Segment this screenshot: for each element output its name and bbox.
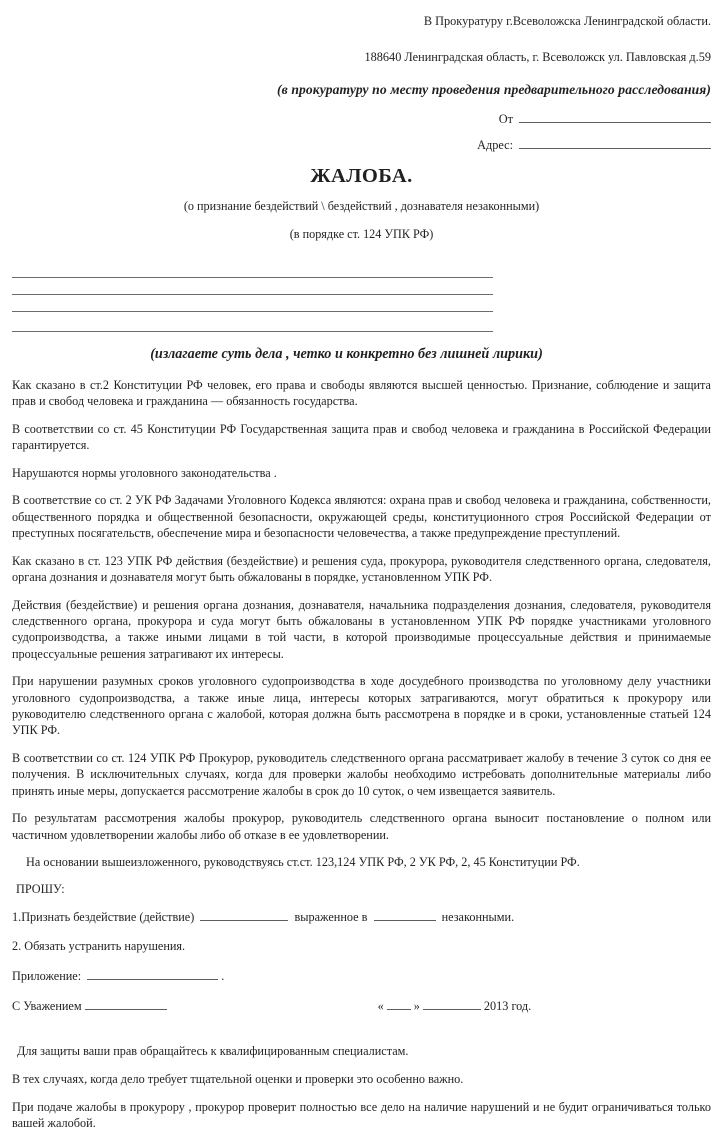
free-text-blanks (12, 262, 711, 332)
body-paragraph: При нарушении разумных сроков уголовного судопроизводства в ходе досудебного производства по уголовному делу участники уголовного судопроизводства, а также иные лица, интересы которых затрагиваются, могут обратиться к прокурору или руководителю следственного органа с жалобой, которая должна быть рассмотрена в порядке и в сроки, установленные статьей 124 УПК РФ. (12, 674, 711, 738)
addressee-address: 188640 Ленинградская область, г. Всеволожск ул. Павловская д.59 (364, 49, 711, 64)
page-title: ЖАЛОБА. (310, 164, 413, 187)
request-item-1 (12, 909, 711, 926)
body-paragraph: Нарушаются нормы уголовного законодательства . (12, 465, 277, 480)
request-item-1-text-b: выраженное в (294, 909, 368, 924)
attachment-blank[interactable] (87, 968, 218, 980)
body-paragraph: Действия (бездействие) и решения органа дознания, дознавателя, начальника подразделения дознания, следователя, руководителя следственного органа, прокурора и суда могут быть обжалованы в установленном УПК РФ порядке участниками уголовного судопроизводства, а также иными лицами в той части, в которой производимые процессуальные действия и принимаемые процессуальные решения затрагивают их интересы. (12, 597, 711, 661)
body-paragraph: В соответствии со ст. 45 Конституции РФ Государственная защита прав и свобод человека и гражданина в Российской Федерации гарантируется. (12, 421, 711, 452)
request-section (12, 882, 711, 1014)
legal-basis-line: На основании вышеизложенного, руководствуясь ст.ст. 123,124 УПК РФ, 2 УК РФ, 2, 45 Конституции РФ. (26, 855, 580, 870)
title-subtitle: (о признание бездействий \ бездействий , дознавателя незаконными) (183, 198, 540, 213)
advisory-line: Для защиты ваши прав обращайтесь к квалифицированным специалистам. (17, 1043, 409, 1058)
request-item-2: 2. Обязать устранить нарушения. (12, 938, 186, 953)
advisory-line: При подаче жалобы в прокурору , прокурор проверит полностью все дело на наличие нарушений и не будит ограничиваться только вашей жалобой. (12, 1100, 711, 1131)
body-paragraph: По результатам рассмотрения жалобы прокурор, руководитель следственного органа выносит постановление о полном или частичном удовлетворении жалобы либо об отказе в ее удовлетворении. (12, 811, 711, 842)
document-body (12, 377, 711, 871)
body-paragraph: В соответствии со ст. 124 УПК РФ Прокурор, руководитель следственного органа рассматривает жалобу в течение 3 суток со дня ее получения. В исключительных случаях, когда для проверки жалобы необходимо истребовать дополнительные материалы либо принять иные меры, допускается рассмотрение жалобы в срок до 10 суток, о чем извещается заявитель. (12, 751, 711, 798)
signature-label: С Уважением (12, 998, 82, 1013)
applicant-fields (12, 111, 711, 153)
title-procedure: (в порядке ст. 124 УПК РФ) (289, 226, 434, 241)
attachment-row (12, 968, 711, 985)
address-label: Адрес: (477, 137, 513, 152)
signature-row (12, 998, 711, 1014)
request-item-1-text-a: 1.Признать бездействие (действие) (12, 909, 195, 924)
date-day-blank[interactable] (387, 998, 411, 1010)
request-item-1-blank-a[interactable] (200, 909, 288, 921)
request-item-1-text-c: незаконными. (441, 909, 515, 924)
date-month-blank[interactable] (423, 998, 481, 1010)
blank-writing-line[interactable] (12, 262, 493, 278)
from-label: От (498, 111, 513, 126)
date-group (378, 998, 532, 1014)
advisory-line: В тех случаях, когда дело требует тщательной оценки и проверки это особенно важно. (12, 1071, 464, 1086)
address-row (12, 137, 711, 153)
blank-writing-line[interactable] (12, 295, 493, 312)
from-input-blank[interactable] (519, 111, 711, 123)
signature-blank[interactable] (85, 998, 167, 1010)
body-paragraph: Как сказано в ст. 123 УПК РФ действия (бездействие) и решения суда, прокурора, руководителя следственного органа, следователя, органа дознания и дознавателя могут быть обжалованы в порядке, установленном УПК РФ. (12, 553, 711, 585)
blank-writing-line[interactable] (12, 278, 493, 295)
attachment-suffix: . (221, 968, 225, 983)
advisory-section (12, 1043, 711, 1132)
body-paragraph: В соответствие со ст. 2 УК РФ Задачами Уголовного Кодекса являются: охрана прав и свобод человека и гражданина, собственности, общественного порядка и общественной безопасности, окружающей среды, конституционного строя Российской Федерации от преступных посягательств, обеспечение мира и безопасности человечества, а также предупреждение преступлений. (12, 493, 711, 540)
request-item-1-blank-b[interactable] (374, 909, 436, 921)
blank-writing-line[interactable] (12, 312, 493, 332)
request-heading: ПРОШУ: (16, 881, 65, 896)
venue-note: (в прокуратуру по месту проведения предварительного расследования) (277, 81, 711, 97)
date-year: 2013 год. (483, 998, 532, 1013)
from-row (12, 111, 711, 127)
date-quote-close: » (413, 998, 420, 1013)
fill-instruction: (излагаете суть дела , четко и конкретно без лишней лирики) (150, 345, 543, 362)
body-paragraph: Как сказано в ст.2 Конституции РФ человек, его права и свободы являются высшей ценностью. Признание, соблюдение и защита прав и свобод человека и гражданина — обязанность государства. (12, 377, 711, 408)
addressee-court: В Прокуратуру г.Всеволожска Ленинградской области. (423, 14, 711, 28)
address-input-blank[interactable] (519, 137, 711, 149)
date-quote-open: « (377, 998, 384, 1013)
attachment-label: Приложение: (12, 968, 82, 983)
